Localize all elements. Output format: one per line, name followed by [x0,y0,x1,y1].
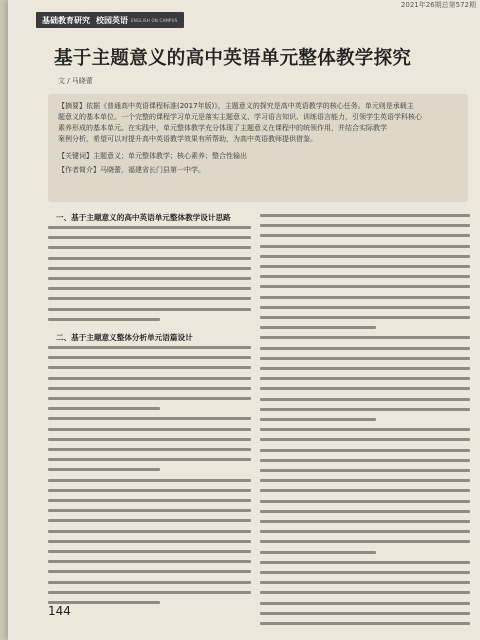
author-note: 【作者简介】马晓蕾，福建省长门县第一中学。 [58,166,205,174]
body-text-line [260,357,470,360]
body-text-line [48,397,251,400]
abstract-line: 素养形成的基本单元。在实践中，单元整体教学充分体现了主题意义在课程中的统领作用，并结合实际教学 [58,124,387,132]
body-text-line [48,540,251,543]
body-text-line [260,459,470,462]
body-text-line [260,551,376,554]
article-title: 基于主题意义的高中英语单元整体教学探究 [54,48,412,69]
body-text-line [48,297,251,300]
body-text-line [260,571,470,574]
column-header-bar [36,12,184,28]
body-text-line [48,356,251,359]
abstract-line: 案例分析，希望可以对提升高中英语教学效果有所帮助，为高中英语教师提供借鉴。 [58,135,317,143]
column-name: 基础教育研究 [42,15,90,25]
abstract-box [48,94,468,202]
body-text-line [48,509,251,512]
body-text-line [260,622,470,625]
body-text-line [260,530,470,533]
page-number: 144 [48,604,71,618]
abstract-line: 题意义的基本单位。一个完整的课程学习单元是落实主题意义、学习语言知识、训练语言能力，引领学生英语学科核心 [58,113,422,121]
body-text-line [48,581,251,584]
text-column-right [260,208,472,628]
body-text-line [260,296,470,299]
body-text-line [260,377,470,380]
body-text-line [260,245,470,248]
section-heading: 二、基于主题意义整体分析单元语篇设计 [56,333,193,342]
body-text-line [260,387,470,390]
abstract-line: 【摘要】依据《普通高中英语课程标准(2017年版)》，主题意义的探究是高中英语教学的核心任务。单元则是承载主 [58,102,414,110]
body-text-line [48,346,251,349]
body-text-line [260,469,470,472]
article-author: 文 / 马晓蕾 [58,77,93,85]
body-text-line [48,318,160,321]
body-text-line [260,255,470,258]
keywords: 【关键词】主题意义；单元整体教学；核心素养；整合性输出 [58,152,247,160]
body-text-line [48,366,251,369]
text-column-left [48,208,253,608]
body-text-line [48,428,251,431]
body-text-line [48,407,160,410]
body-text-line [260,438,470,441]
body-text-line [260,326,376,329]
body-text-line [260,398,470,401]
body-text-line [48,226,251,229]
body-text-line [48,257,251,260]
body-text-line [260,285,470,288]
body-text-line [260,612,470,615]
body-text-line [48,519,251,522]
body-text-line [48,277,251,280]
body-text-line [260,581,470,584]
body-text-line [260,602,470,605]
body-text-line [48,570,251,573]
body-text-line [260,336,470,339]
body-text-line [260,408,470,411]
journal-page [8,0,480,640]
body-text-line [260,591,470,594]
body-text-line [48,417,251,420]
body-text-line [48,448,251,451]
body-text-line [260,234,470,237]
body-text-line [260,489,470,492]
body-text-line [260,275,470,278]
body-text-line [48,267,251,270]
body-text-line [260,449,470,452]
body-text-line [260,510,470,513]
body-text-line [260,428,470,431]
body-text-line [260,561,470,564]
section-heading: 一、基于主题意义的高中英语单元整体教学设计思路 [56,213,231,222]
body-text-line [260,214,470,217]
body-text-line [260,418,376,421]
body-text-line [48,499,251,502]
body-text-line [48,377,251,380]
body-text-line [48,308,251,311]
body-text-line [48,246,251,249]
body-text-line [260,520,470,523]
body-text-line [48,489,251,492]
body-text-line [48,479,251,482]
body-text-line [48,438,251,441]
journal-subtitle: ENGLISH ON CAMPUS [131,17,178,23]
body-text-line [260,479,470,482]
body-text-line [260,265,470,268]
body-text-line [260,500,470,503]
body-text-line [260,224,470,227]
body-text-line [48,458,251,461]
issue-info: 2021年26期总第572期 [400,1,476,9]
body-text-line [48,550,251,553]
body-text-line [48,560,251,563]
body-text-line [260,540,470,543]
body-text-line [48,236,251,239]
body-text-line [260,367,470,370]
body-text-line [260,306,470,309]
journal-name: 校园英语 [96,15,128,25]
body-text-line [48,530,251,533]
body-text-line [48,468,160,471]
body-text-line [48,591,251,594]
body-text-line [260,347,470,350]
body-text-line [48,387,251,390]
body-text-line [260,316,470,319]
body-text-line [48,287,251,290]
